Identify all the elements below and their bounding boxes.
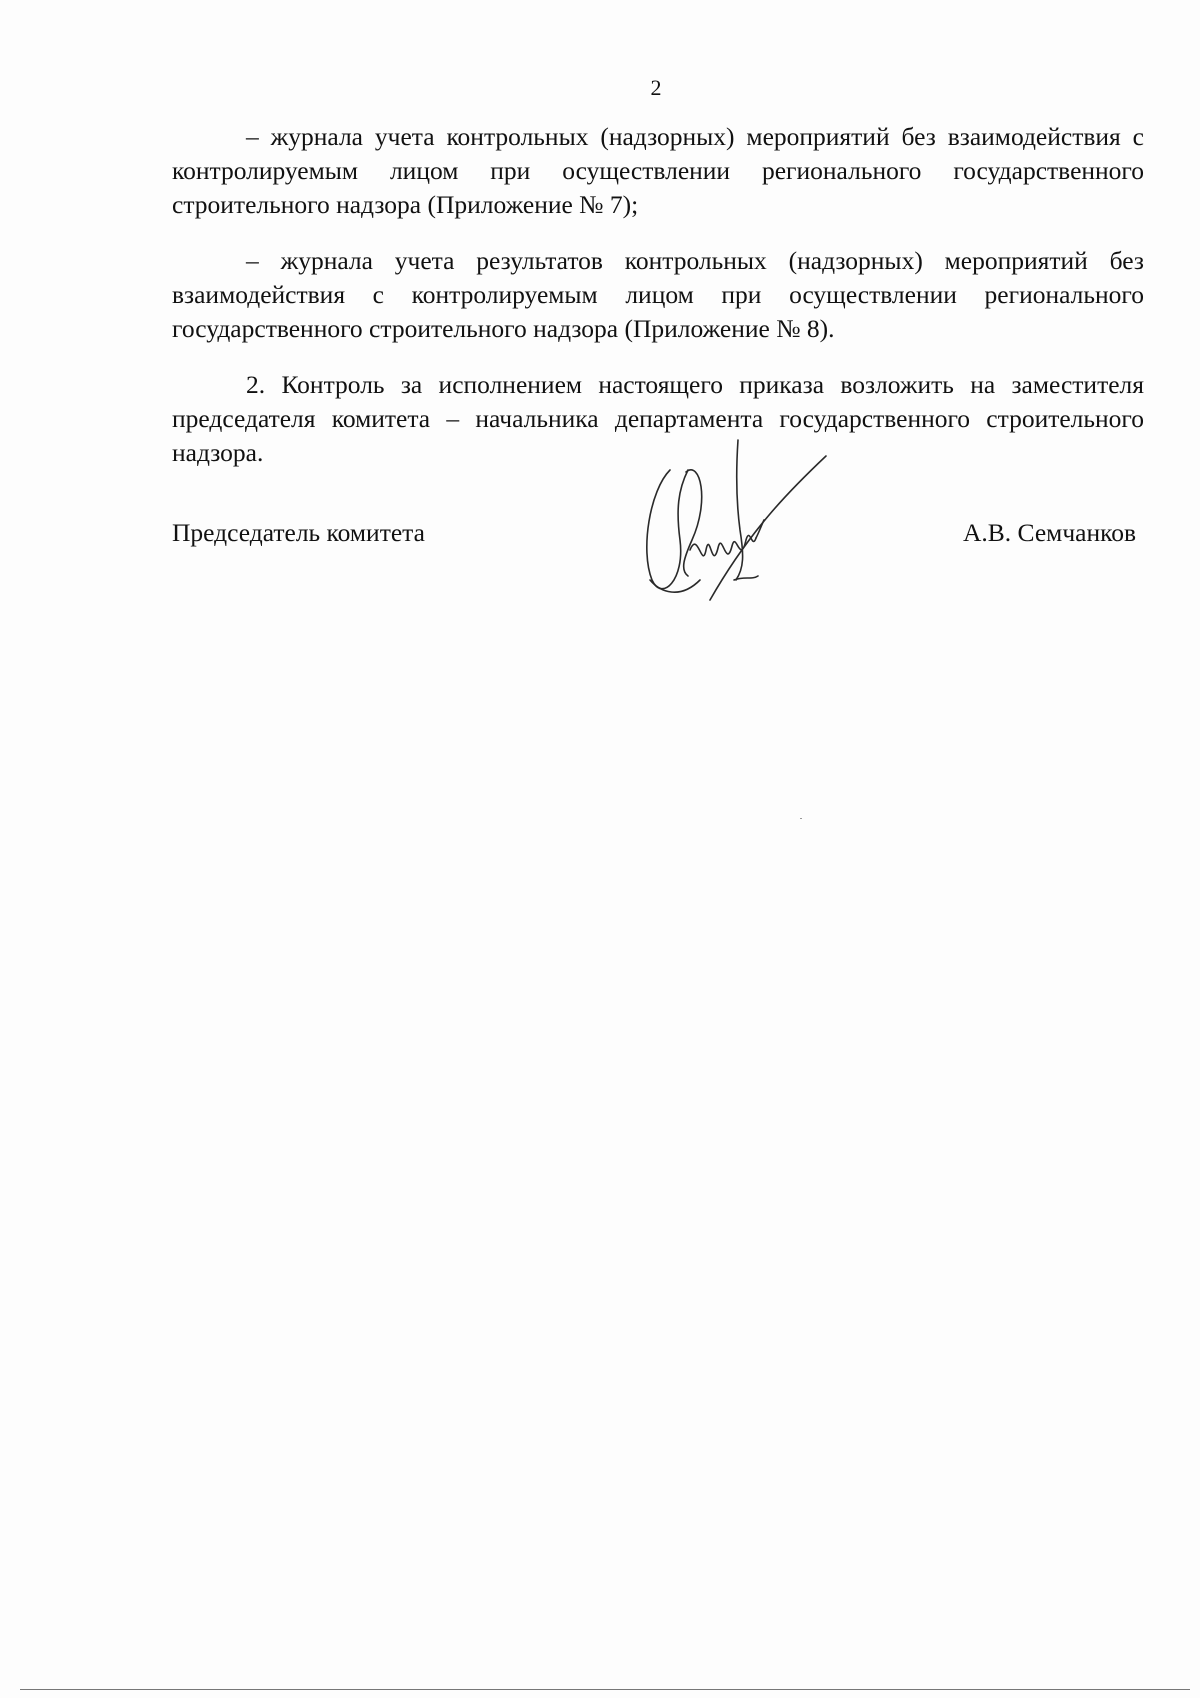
page-number: 2	[650, 75, 662, 100]
paragraph-control-clause: 2. Контроль за исполнением настоящего приказа возложить на заместителя председателя комитета – начальника департамента государственного строительного надзора.	[172, 370, 1144, 467]
paragraph-journal-7: – журнала учета контрольных (надзорных) мероприятий без взаимодействия с контролируемым лицом при осуществлении регионального государственного строительного надзора (Приложение № 7);	[172, 122, 1144, 219]
signatory-title: Председатель комитета	[172, 518, 425, 547]
scan-speck	[800, 818, 802, 819]
handwritten-signature-icon	[640, 430, 890, 650]
paragraph-journal-8: – журнала учета результатов контрольных (надзорных) мероприятий без взаимодействия с контролируемым лицом при осуществлении регионального государственного строительного надзора (Приложение № 8).	[172, 246, 1144, 343]
signatory-name: А.В. Семчанков	[963, 518, 1136, 547]
bottom-rule	[20, 1689, 1190, 1690]
